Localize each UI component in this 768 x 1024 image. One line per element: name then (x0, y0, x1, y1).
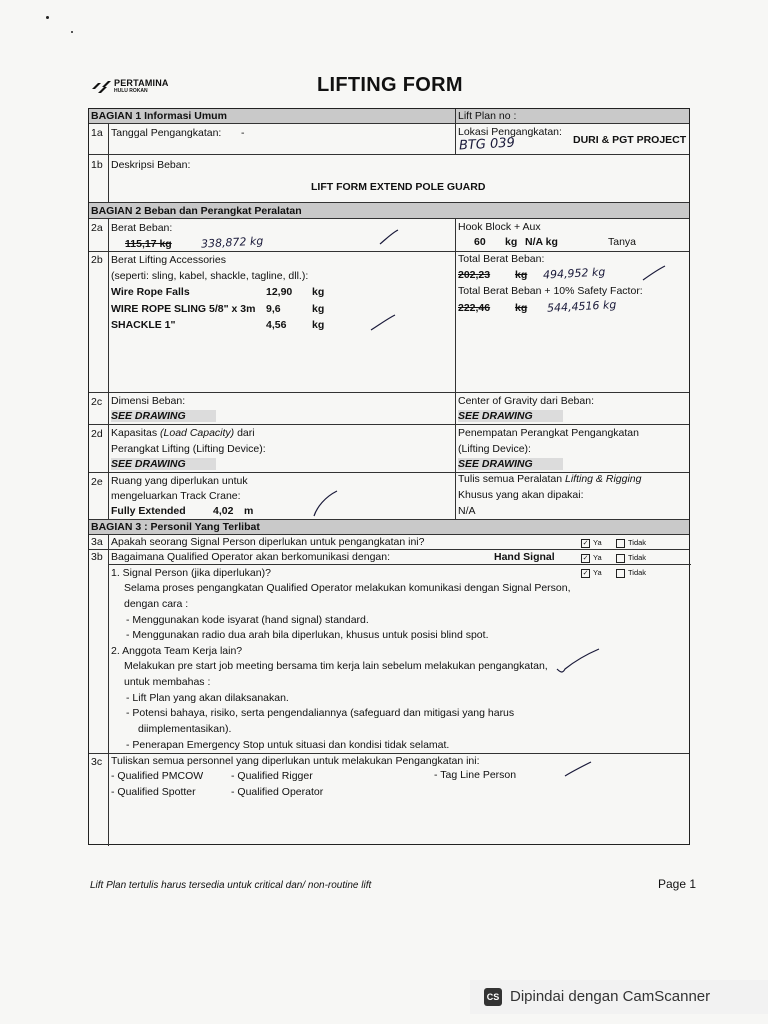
lift-plan-no-label: Lift Plan no : (458, 110, 517, 122)
cog-label: Center of Gravity dari Beban: (458, 395, 594, 407)
hook-aux-value: N/A kg (525, 236, 558, 248)
scan-speck (71, 31, 73, 33)
camscanner-icon: CS (484, 988, 502, 1006)
penempatan-value: SEE DRAWING (458, 458, 563, 470)
total-safety-handwritten: 544,4516 kg (546, 298, 617, 315)
ya-label: Ya (593, 568, 602, 577)
dimensi-label: Dimensi Beban: (111, 395, 186, 407)
tulis-value: N/A (458, 505, 476, 517)
body-line: diimplementasikan). (138, 723, 232, 735)
berat-beban-label: Berat Beban: (111, 222, 173, 234)
total-berat-kg: kg (515, 269, 528, 281)
row-divider (89, 154, 689, 155)
body-line: Melakukan pre start job meeting bersama tim kerja lain sebelum melakukan pengangkatan, (124, 660, 548, 672)
row-divider (89, 549, 689, 550)
acc-item-value: 12,90 (266, 286, 293, 298)
total-berat-struck: 202,23 (458, 269, 491, 281)
acc-item-unit: kg (312, 319, 325, 331)
row-3b-number: 3b (91, 551, 103, 563)
column-divider (455, 218, 456, 519)
penempatan-label: Penempatan Perangkat Pengangkatan (458, 427, 639, 439)
project-name: DURI & PGT PROJECT (573, 134, 687, 146)
personnel-item: - Qualified Spotter (111, 786, 196, 798)
total-safety-kg: kg (515, 302, 528, 314)
tanggal-label: Tanggal Pengangkatan: (111, 127, 222, 139)
row-divider (89, 753, 689, 754)
row-divider (89, 123, 689, 124)
row-3a-number: 3a (91, 536, 103, 548)
lifting-form-table (88, 108, 690, 845)
body-line: - Penerapan Emergency Stop untuk situasi dan kondisi tidak selamat. (126, 739, 450, 751)
row-1b-number: 1b (91, 159, 103, 171)
hook-block-value: 60 (474, 236, 486, 248)
lokasi-label: Lokasi Pengangkatan: (458, 126, 562, 138)
row-2d-number: 2d (91, 428, 103, 440)
body-line: - Menggunakan radio dua arah bila diperlukan, khusus untuk posisi blind spot. (126, 629, 489, 641)
total-berat-handwritten: 494,952 kg (542, 265, 606, 282)
tidak-label: Tidak (628, 568, 647, 577)
check-mark-icon (563, 761, 593, 779)
acc-item-unit: kg (312, 303, 325, 315)
row-divider (89, 424, 689, 425)
check-mark-icon (641, 265, 667, 283)
tidak-option[interactable] (616, 552, 646, 564)
body-line: Selama proses pengangkatan Qualified Operator melakukan komunikasi dengan Signal Person, (124, 582, 571, 594)
acc-item-name: Wire Rope Falls (111, 286, 190, 298)
personnel-label: Tuliskan semua personnel yang diperlukan untuk melakukan Pengangkatan ini: (111, 755, 480, 767)
accessories-sub: (seperti: sling, kabel, shackle, tagline, dll.): (111, 270, 309, 282)
lokasi-handwritten: BTG 039 (458, 135, 516, 154)
checkbox-checked-icon: ✓ (582, 554, 589, 562)
check-mark-icon (369, 313, 397, 333)
ruang-label: Ruang yang diperlukan untuk (111, 475, 248, 487)
body-line: dengan cara : (124, 598, 189, 610)
section-1-heading: BAGIAN 1 Informasi Umum (91, 110, 227, 122)
checkbox-empty-icon (616, 539, 625, 548)
dari-text: dari (237, 427, 255, 439)
fully-extended-label: Fully Extended (111, 505, 186, 517)
page-number: Page 1 (658, 877, 697, 891)
tulis-label-2: Khusus yang akan dipakai: (458, 489, 584, 501)
camscanner-text: Dipindai dengan CamScanner (510, 988, 711, 1005)
acc-item-unit: kg (312, 286, 325, 298)
checkbox-empty-icon (616, 554, 625, 563)
penempatan-label-2: (Lifting Device): (458, 443, 531, 455)
total-safety-struck: 222,46 (458, 302, 491, 314)
ya-label: Ya (593, 553, 602, 562)
fully-extended-unit: m (244, 505, 254, 517)
row-divider (89, 218, 689, 219)
row-2b-number: 2b (91, 254, 103, 266)
checkbox-checked-icon: ✓ (582, 569, 589, 577)
form-title: LIFTING FORM (317, 74, 463, 96)
camscanner-watermark (470, 980, 768, 1014)
lifting-rigging-text: Lifting & Rigging (565, 473, 642, 485)
logo-subtitle: HULU ROKAN (114, 88, 148, 94)
total-safety-label: Total Berat Beban + 10% Safety Factor: (458, 285, 643, 297)
tidak-option[interactable] (616, 537, 646, 549)
hook-block-label: Hook Block + Aux (458, 221, 541, 233)
load-capacity-text: (Load Capacity) (160, 427, 235, 439)
personnel-item: - Qualified PMCOW (111, 770, 204, 782)
scan-speck (46, 16, 49, 19)
row-divider (89, 392, 689, 393)
personnel-item: - Tag Line Person (434, 769, 517, 781)
section-2-heading: BAGIAN 2 Beban dan Perangkat Peralatan (91, 205, 302, 217)
berat-beban-struck: 115,17 kg (125, 238, 172, 250)
total-berat-label: Total Berat Beban: (458, 253, 545, 265)
ya-option[interactable] (581, 537, 602, 549)
personnel-item: - Qualified Operator (231, 786, 324, 798)
deskripsi-label: Deskripsi Beban: (111, 159, 191, 171)
body-line: untuk membahas : (124, 676, 211, 688)
ruang-label-2: mengeluarkan Track Crane: (111, 490, 241, 502)
tanggal-value: - (241, 127, 245, 139)
row-2e-number: 2e (91, 476, 103, 488)
signal-person-question: Apakah seorang Signal Person diperlukan untuk pengangkatan ini? (111, 536, 425, 548)
checkbox-empty-icon (616, 569, 625, 578)
kapasitas-text: Kapasitas (111, 427, 158, 439)
row-2a-number: 2a (91, 222, 103, 234)
body-line: - Potensi bahaya, risiko, serta pengendaliannya (safeguard dan mitigasi yang harus (126, 707, 515, 719)
ya-option[interactable] (581, 552, 602, 564)
row-1a-number: 1a (91, 127, 103, 139)
tidak-option[interactable] (616, 567, 646, 579)
ya-label: Ya (593, 538, 602, 547)
accessories-label: Berat Lifting Accessories (111, 254, 226, 266)
kapasitas-label-2: Perangkat Lifting (Lifting Device): (111, 443, 266, 455)
personnel-item: - Qualified Rigger (231, 770, 313, 782)
tidak-label: Tidak (628, 538, 647, 547)
section-3-heading: BAGIAN 3 : Personil Yang Terlibat (91, 521, 260, 533)
dimensi-value: SEE DRAWING (111, 410, 216, 422)
body-line: 2. Anggota Team Kerja lain? (111, 645, 243, 657)
column-divider (108, 123, 109, 202)
body-line: 1. Signal Person (jika diperlukan)? (111, 567, 271, 579)
komunikasi-question: Bagaimana Qualified Operator akan berkomunikasi dengan: (111, 551, 391, 563)
footer-note: Lift Plan tertulis harus tersedia untuk critical dan/ non-routine lift (90, 880, 372, 891)
ya-option[interactable] (581, 567, 602, 579)
row-2c-number: 2c (91, 396, 103, 408)
tidak-label: Tidak (628, 553, 647, 562)
column-divider (455, 109, 456, 154)
column-divider (108, 218, 109, 519)
komunikasi-value: Hand Signal (494, 551, 555, 563)
row-divider (108, 564, 691, 565)
row-3c-number: 3c (91, 756, 103, 768)
check-mark-icon (378, 229, 400, 247)
pertamina-logo-icon (90, 79, 112, 95)
tulis-text: Tulis semua Peralatan (458, 473, 563, 485)
cog-value: SEE DRAWING (458, 410, 563, 422)
row-divider (89, 251, 689, 252)
acc-item-value: 9,6 (266, 303, 281, 315)
checkbox-checked-icon: ✓ (582, 539, 589, 547)
acc-item-value: 4,56 (266, 319, 287, 331)
hook-block-kg: kg (505, 236, 518, 248)
fully-extended-value: 4,02 (213, 505, 234, 517)
column-divider (108, 534, 109, 846)
row-divider (89, 534, 689, 535)
tulis-label (458, 473, 641, 485)
acc-item-name: WIRE ROPE SLING 5/8" x 3m (111, 303, 256, 315)
pertamina-logo (90, 77, 190, 101)
acc-item-name: SHACKLE 1" (111, 319, 176, 331)
kapasitas-label (111, 427, 255, 439)
deskripsi-value: LIFT FORM EXTEND POLE GUARD (311, 181, 486, 193)
body-line: - Menggunakan kode isyarat (hand signal) standard. (126, 614, 369, 626)
kapasitas-value: SEE DRAWING (111, 458, 216, 470)
check-mark-icon (311, 489, 341, 519)
logo-name: PERTAMINA (114, 78, 169, 88)
body-line: - Lift Plan yang akan dilaksanakan. (126, 692, 289, 704)
hook-tanya: Tanya (608, 236, 637, 248)
check-mark-icon (555, 647, 601, 677)
berat-beban-handwritten: 338,872 kg (200, 234, 264, 251)
